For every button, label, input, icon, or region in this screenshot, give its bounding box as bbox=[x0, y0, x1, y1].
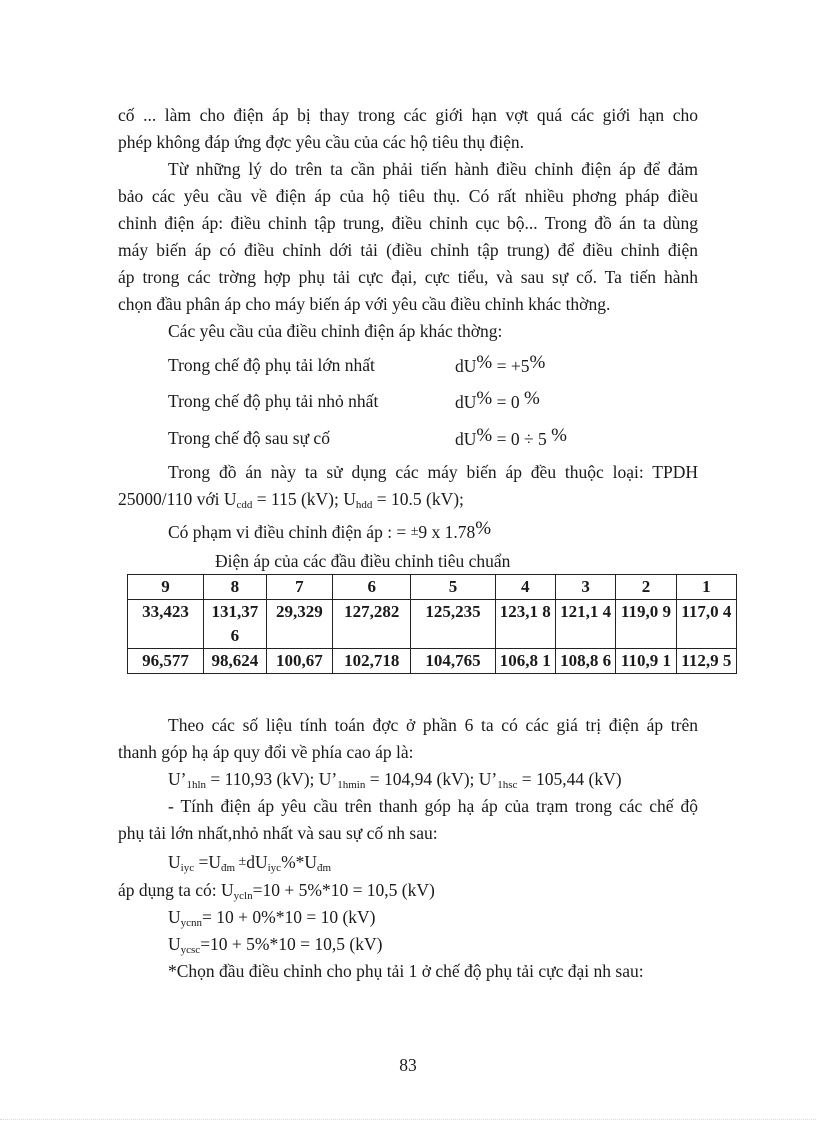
table-cell: 119,0 9 bbox=[616, 600, 676, 649]
table-cell: 117,0 4 bbox=[676, 600, 736, 649]
mode-value: dU% = 0 ÷ 5 % bbox=[455, 425, 567, 449]
tap-voltage-table bbox=[127, 574, 737, 674]
intro-line-2: phép không đáp ứng đợc yêu cầu của các hộ tiêu thụ điện. bbox=[118, 132, 525, 152]
formula-line: $U_{iyc} =U_{đm} \pm dU_{iyc}\%*U_{đm}$ bbox=[168, 852, 332, 874]
last-line: *Chọn đầu điều chỉnh cho phụ tải 1 ở chế độ phụ tải cực đại nh sau: bbox=[168, 961, 644, 981]
table-cell: 106,8 1 bbox=[495, 649, 555, 674]
table-cell: 5 bbox=[411, 575, 495, 600]
mode-label: Trong chế độ phụ tải nhỏ nhất bbox=[168, 391, 379, 411]
bus-voltage-line: $U’_{1hln} = 110,93$ (kV); $U’_{1hmin} = 104,94$ (kV); $U’_{1hsc} = 105,44$ (kV) bbox=[168, 769, 622, 791]
table-cell: 33,423 bbox=[128, 600, 204, 649]
apply-line: áp dụng ta có: $U_{ycln}=10 + 5\%*10 = 10,5$ (kV) bbox=[118, 880, 435, 902]
mode-label: Trong chế độ phụ tải lớn nhất bbox=[168, 355, 375, 375]
table-cell: 29,329 bbox=[266, 600, 332, 649]
para2-line-6: chọn đầu phân áp cho máy biến áp với yêu cầu điều chỉnh khác thờng. bbox=[118, 294, 611, 314]
intro-line-1: cố ... làm cho điện áp bị thay trong các giới hạn vợt quá các giới hạn cho bbox=[118, 105, 698, 125]
ycsc-line: $U_{ycsc}=10 + 5\%*10 = 10,5$ (kV) bbox=[168, 934, 383, 956]
table-cell: 100,67 bbox=[266, 649, 332, 674]
table-cell: 123,1 8 bbox=[495, 600, 555, 649]
page-number: 83 bbox=[399, 1055, 417, 1075]
table-cell: 1 bbox=[676, 575, 736, 600]
table-row-high bbox=[128, 600, 737, 649]
para2-line-3: chỉnh điện áp: điều chỉnh tập trung, điều chỉnh cục bộ... Trong đồ án ta dùng bbox=[118, 213, 698, 233]
table-caption: Điện áp của các đầu điều chỉnh tiêu chuẩn bbox=[215, 551, 511, 571]
calc-line-2: thanh góp hạ áp quy đổi về phía cao áp là: bbox=[118, 742, 414, 762]
table-cell: 102,718 bbox=[333, 649, 411, 674]
calc-line-4: - Tính điện áp yêu cầu trên thanh góp hạ áp của trạm trong các chế độ bbox=[168, 796, 698, 816]
para2-line-5: áp trong các trờng hợp phụ tải cực đại, cực tiểu, và sau sự cố. Ta tiến hành bbox=[118, 267, 698, 287]
table-cell: 104,765 bbox=[411, 649, 495, 674]
bottom-dotted-rule bbox=[0, 1119, 816, 1120]
table-cell: 125,235 bbox=[411, 600, 495, 649]
table-cell: 8 bbox=[204, 575, 267, 600]
table-cell: 2 bbox=[616, 575, 676, 600]
table-cell: 127,282 bbox=[333, 600, 411, 649]
table-header-row bbox=[128, 575, 737, 600]
table-cell: 9 bbox=[128, 575, 204, 600]
table-cell: 108,8 6 bbox=[555, 649, 615, 674]
mode-value: dU% = 0 % bbox=[455, 388, 540, 412]
table-cell: 6 bbox=[333, 575, 411, 600]
mode-value: dU% = +5% bbox=[455, 352, 546, 376]
calc-line-5: phụ tải lớn nhất,nhỏ nhất và sau sự cố nh sau: bbox=[118, 823, 438, 843]
ycnn-line: $U_{ycnn}= 10 + 0\%*10 = 10$ (kV) bbox=[168, 907, 376, 929]
transformer-line-2: 25000/110 với $U_{cdd} = 115$ (kV); $U_{hdd} = 10.5$ (kV); bbox=[118, 489, 464, 511]
table-cell: 7 bbox=[266, 575, 332, 600]
calc-line-1: Theo các số liệu tính toán đợc ở phần 6 ta có các giá trị điện áp trên bbox=[168, 715, 698, 735]
para2-line-4: máy biến áp có điều chỉnh dới tải (điều chỉnh tập trung) để điều chỉnh điện bbox=[118, 240, 698, 260]
table-cell: 96,577 bbox=[128, 649, 204, 674]
table-cell: 110,9 1 bbox=[616, 649, 676, 674]
table-cell: 112,9 5 bbox=[676, 649, 736, 674]
table-cell: 98,624 bbox=[204, 649, 267, 674]
para2-line-1: Từ những lý do trên ta cần phải tiến hành điều chỉnh điện áp để đảm bbox=[168, 159, 698, 179]
transformer-line-1: Trong đồ án này ta sử dụng các máy biến áp đều thuộc loại: TPDH bbox=[168, 462, 698, 482]
para2-line-2: bảo các yêu cầu về điện áp của hộ tiêu thụ. Có rất nhiều phơng pháp điều bbox=[118, 186, 698, 206]
regulation-range: Có phạm vi điều chỉnh điện áp : = ±9 x 1.78% bbox=[168, 518, 492, 542]
table-row-low bbox=[128, 649, 737, 674]
requirements-heading: Các yêu cầu của điều chỉnh điện áp khác thờng: bbox=[168, 321, 503, 341]
table-cell: 121,1 4 bbox=[555, 600, 615, 649]
table-cell: 131,37 6 bbox=[204, 600, 267, 649]
table-cell: 3 bbox=[555, 575, 615, 600]
table-cell: 4 bbox=[495, 575, 555, 600]
mode-label: Trong chế độ sau sự cố bbox=[168, 428, 330, 448]
